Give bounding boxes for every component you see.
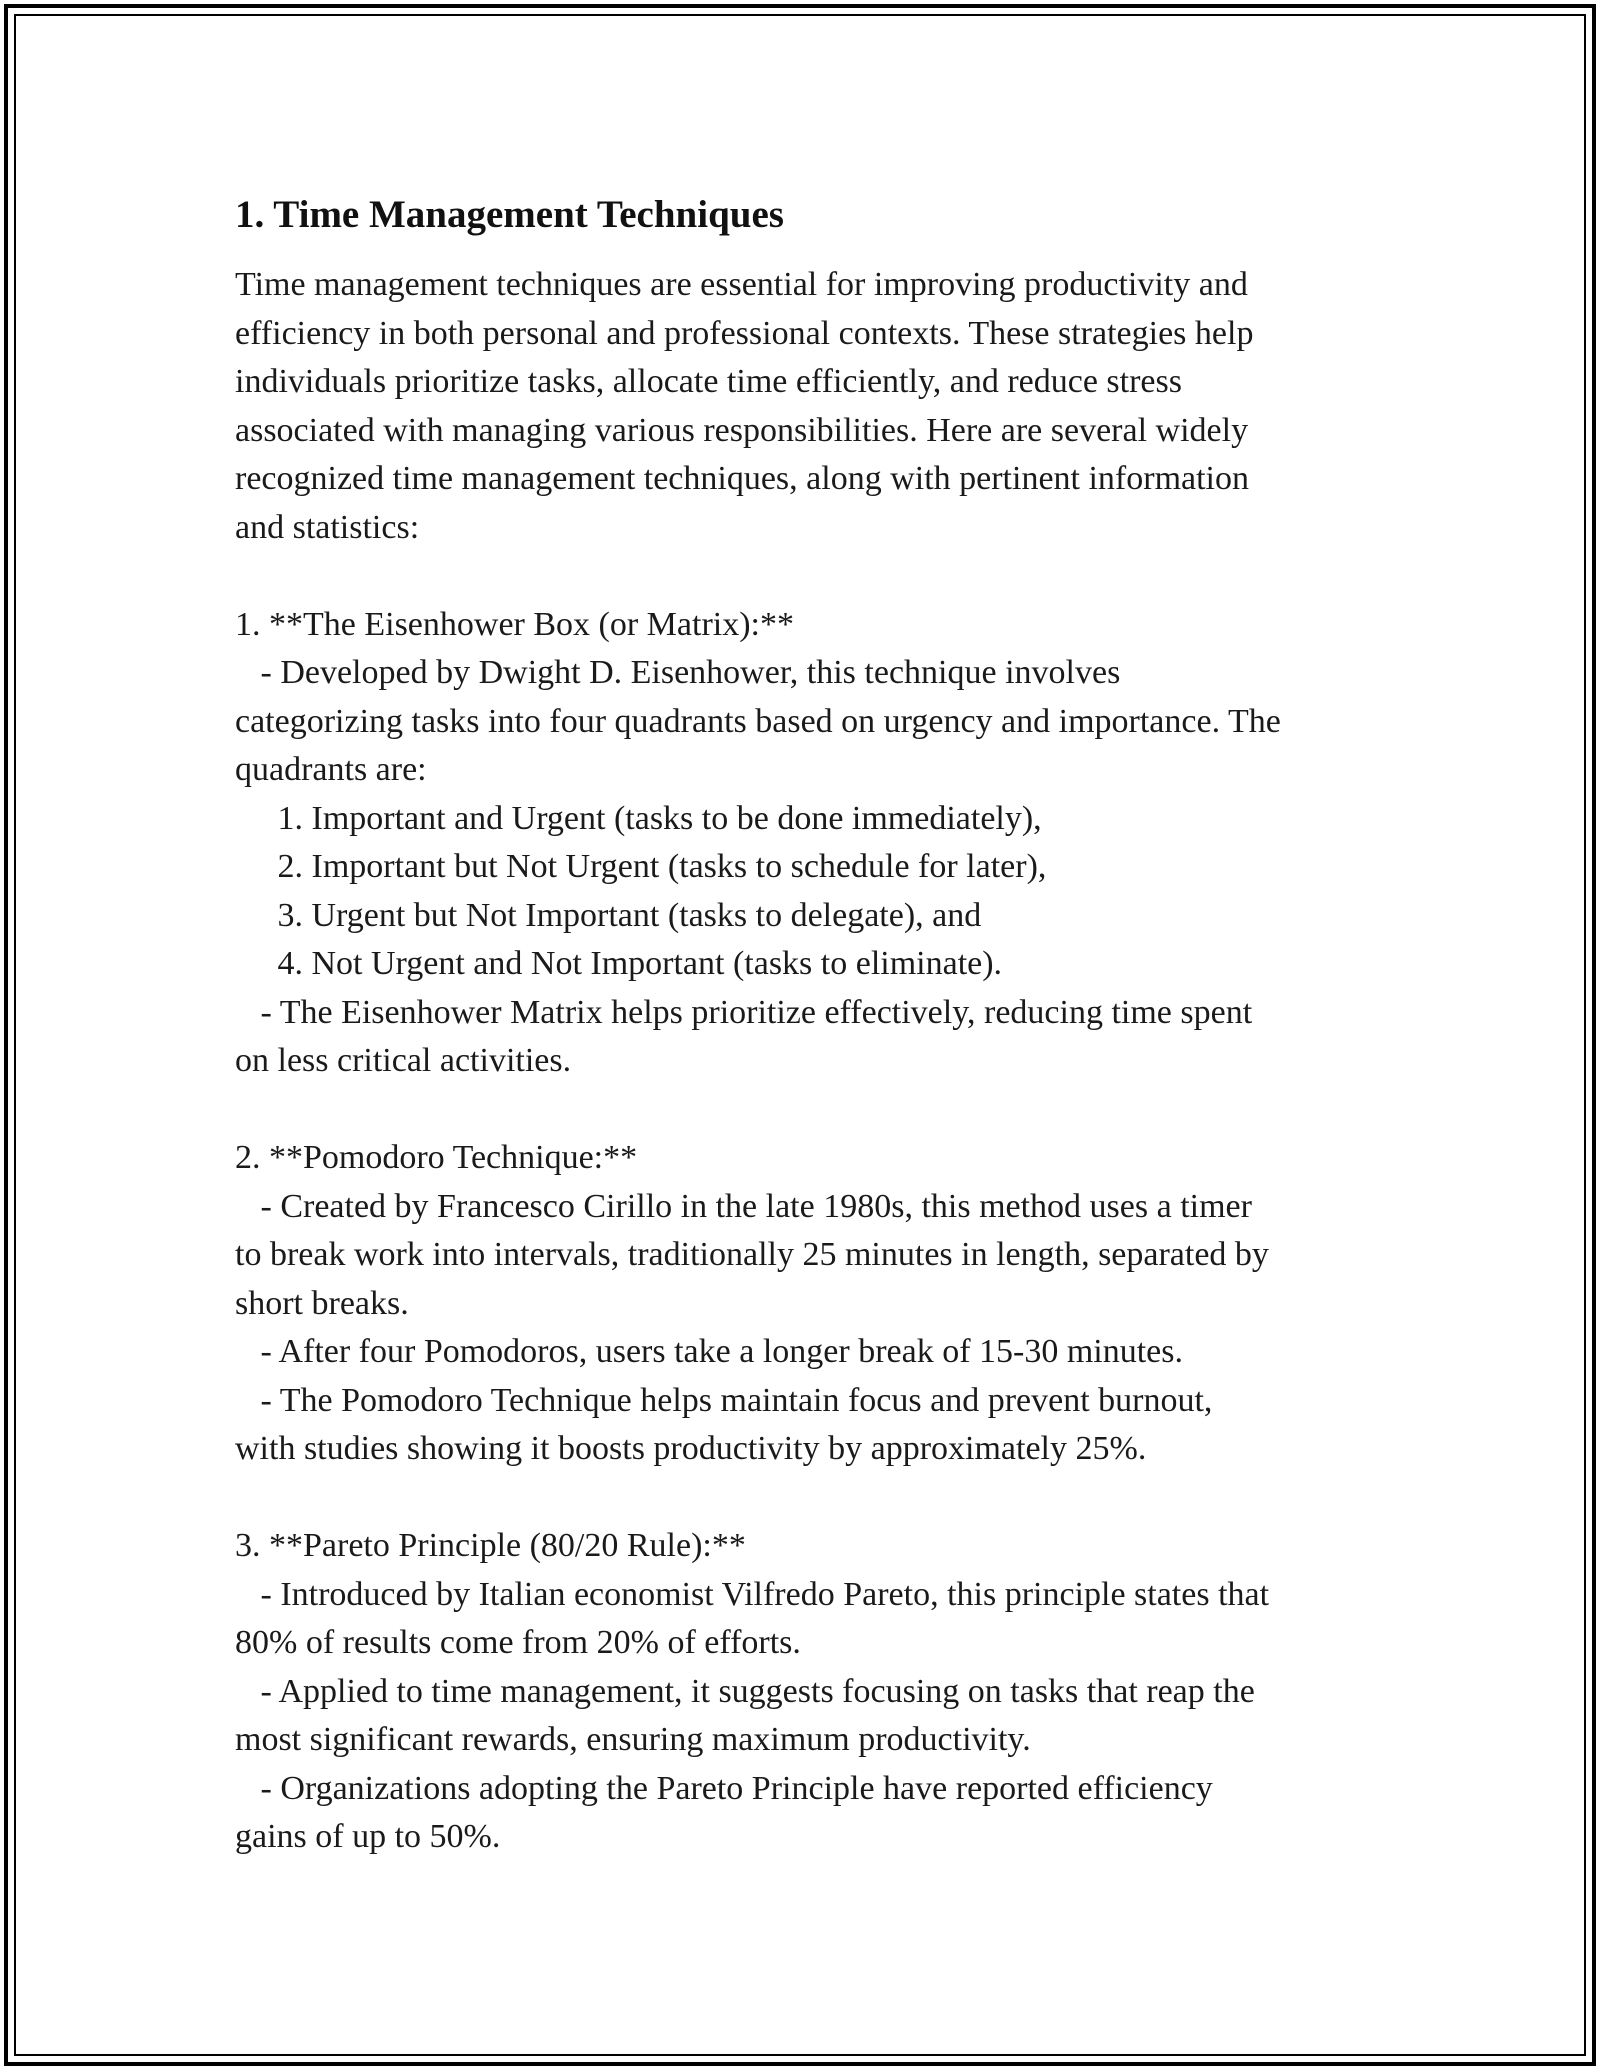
document-content xyxy=(235,185,1385,1862)
section-heading: 1. Time Management Techniques xyxy=(235,193,784,236)
section-body-text: Time management techniques are essential for improving productivity and efficiency in both personal and professional contexts. These strategies help individuals prioritize tasks, allocate time efficiently, and reduce stress associated with managing various responsibilities. Here are several widely recognized time management techniques, along with pertinent information and statistics: 1. **The Eisenhower Box (or Matrix):** - Developed by Dwight D. Eisenhower, this technique involves categorizing tasks into four quadrants based on urgency and importance. The quadrants are: 1. Important and Urgent (tasks to be done immediately), 2. Important but Not Urgent (tasks to schedule for later), 3. Urgent but Not Important (tasks to delegate), and 4. Not Urgent and Not Important (tasks to eliminate). - The Eisenhower Matrix helps prioritize effectively, reducing time spent on less critical activities. 2. **Pomodoro Technique:** - Created by Francesco Cirillo in the late 1980s, this method uses a timer to break work into intervals, traditionally 25 minutes in length, separated by short breaks. - After four Pomodoros, users take a longer break of 15-30 minutes. - The Pomodoro Technique helps maintain focus and prevent burnout, with studies showing it boosts productivity by approximately 25%. 3. **Pareto Principle (80/20 Rule):** - Introduced by Italian economist Vilfredo Pareto, this principle states that 80% of results come from 20% of efforts. - Applied to time management, it suggests focusing on tasks that reap the most significant rewards, ensuring maximum productivity. - Organizations adopting the Pareto Principle have reported efficiency gains of up to 50%. xyxy=(235,266,1281,1855)
